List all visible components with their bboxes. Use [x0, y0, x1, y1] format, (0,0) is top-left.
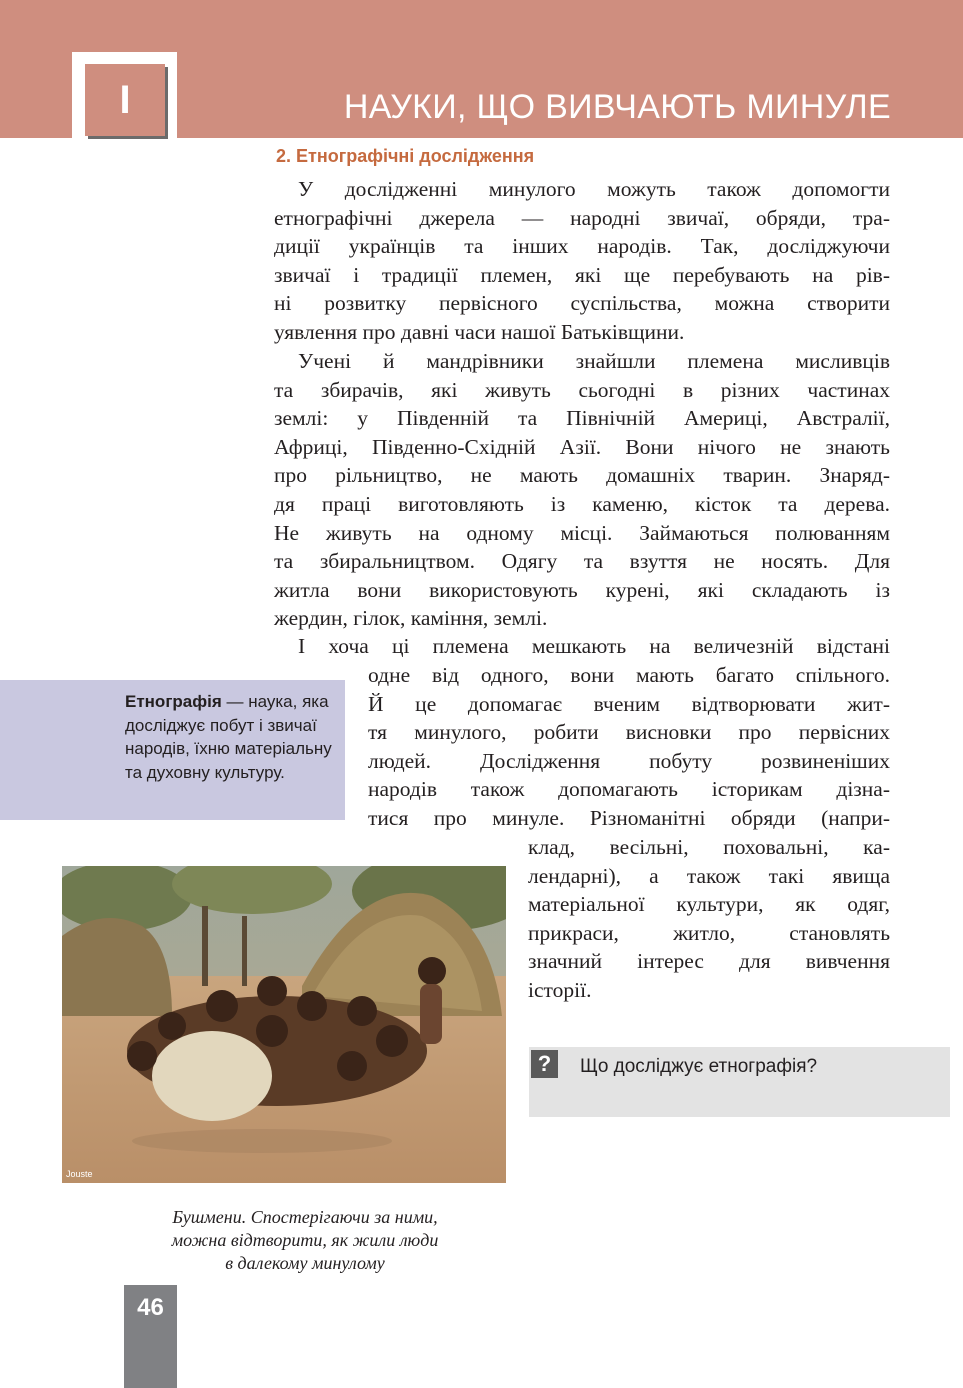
- text-line: етнографічні джерела — народні звичаї, обряди, тра-: [274, 205, 890, 230]
- question-text: Що досліджує етнографія?: [580, 1056, 818, 1077]
- text-line: про рільництво, не мають домашніх тварин. Знаряд-: [274, 463, 890, 488]
- text-line: землі: у Південній та Північній Америці, Австралії,: [274, 406, 890, 431]
- text-line: клад, весільні, поховальні, ка-: [528, 835, 890, 859]
- text-line: значний інтерес для вивчення: [528, 949, 890, 974]
- definition-term: Етнографія: [125, 692, 222, 711]
- text-line: дя праці виготовляють із каменю, кісток та дерева.: [274, 491, 890, 516]
- text-line: звичаї і традиції племен, які ще перебувають на рів-: [274, 262, 890, 287]
- caption-line: Бушмени. Спостерігаючи за ними,: [172, 1207, 438, 1227]
- section-heading: 2. Етнографічні дослідження: [276, 146, 535, 166]
- chapter-title: НАУКИ, ЩО ВИВЧАЮТЬ МИНУЛЕ: [343, 88, 891, 126]
- text-line: тися про минуле. Різноманітні обряди (напри-: [368, 805, 890, 830]
- text-line: та збирачів, які живуть сьогодні в різних частинах: [274, 377, 890, 402]
- photo-watermark: Jouste: [66, 1169, 93, 1179]
- paragraph-1: [274, 175, 890, 347]
- definition-text: [125, 690, 340, 784]
- page-number: 46: [137, 1294, 164, 1321]
- text-line: житла вони використовують курені, які складають із: [274, 577, 890, 602]
- text-line: Учені й мандрівники знайшли племена мисливців: [298, 349, 890, 373]
- paragraph-3-end: [528, 833, 890, 1005]
- text-line: жердин, гілок, каміння, землі.: [274, 606, 548, 631]
- paragraph-2: [274, 347, 890, 633]
- text-line: уявлення про давні часи нашої Батьківщини.: [274, 319, 685, 344]
- photo-caption: [120, 1206, 490, 1275]
- definition-body: — наука, яка досліджує побут і звичаї народів, їхню матеріальну та духовну культуру.: [125, 692, 332, 782]
- text-line: Не живуть на одному місці. Займаються полюванням: [274, 520, 890, 545]
- text-line: людей. Дослідження побуту розвиненіших: [368, 748, 890, 773]
- text-line: диції українців та інших народів. Так, досліджуючи: [274, 234, 890, 259]
- question-icon: ?: [531, 1050, 558, 1078]
- paragraph-3-start: [274, 632, 890, 661]
- caption-line: можна відтворити, як жили люди: [171, 1230, 439, 1250]
- text-line: та збиральництвом. Одягу та взуття не носять. Для: [274, 549, 890, 574]
- text-line: І хоча ці племена мешкають на величезній відстані: [298, 634, 890, 658]
- text-line: Й це допомагає вченим відтворювати жит-: [368, 691, 890, 716]
- text-line: історії.: [528, 977, 592, 1002]
- text-line: тя минулого, робити висновки про первісних: [368, 720, 890, 745]
- paragraph-3-middle: [368, 661, 890, 833]
- text-line: У дослідженні минулого можуть також допомогти: [298, 177, 890, 201]
- text-line: народів також допомагають історикам дізна-: [368, 777, 890, 802]
- text-line: одне від одного, вони мають багато спільного.: [368, 663, 890, 687]
- text-line: прикраси, житло, становлять: [528, 920, 890, 945]
- text-line: матеріальної культури, як одяг,: [528, 892, 890, 917]
- text-line: ні розвитку первісного суспільства, можна створити: [274, 291, 890, 316]
- text-line: Африці, Південно-Східній Азії. Вони нічого не знають: [274, 434, 890, 459]
- text-line: лендарні), а також такі явища: [528, 863, 890, 888]
- bushmen-photo: [62, 866, 506, 1183]
- caption-line: в далекому минулому: [225, 1253, 385, 1273]
- chapter-number: I: [85, 64, 165, 136]
